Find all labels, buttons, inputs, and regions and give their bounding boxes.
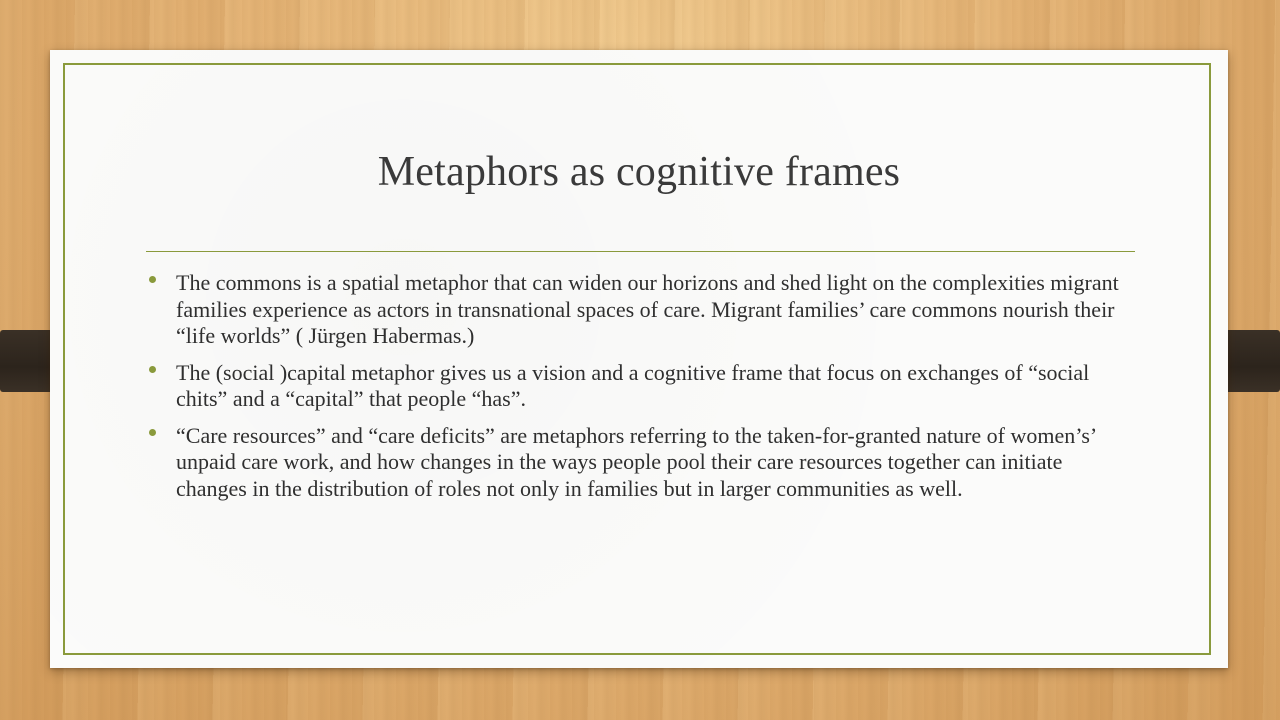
bullet-text: “Care resources” and “care deficits” are metaphors referring to the taken-for-granted nature of women’s’ unpaid care work, and how changes in the ways people pool their care resources together can initiate changes in the distribution of roles not only in families but in larger communities as well.: [176, 422, 1096, 501]
bullet-text: The (social )capital metaphor gives us a vision and a cognitive frame that focus on exchanges of “social chits” and a “capital” that people “has”.: [176, 359, 1090, 411]
title-divider: [146, 251, 1135, 252]
bullet-text: The commons is a spatial metaphor that can widen our horizons and shed light on the complexities migrant families experience as actors in transnational spaces of care. Migrant families’ care commons nourish their “life worlds” ( Jürgen Habermas.): [176, 270, 1119, 348]
slide-paper: [50, 50, 1228, 668]
bullet-dot-icon: [149, 429, 156, 436]
bullet-item: [176, 423, 1126, 503]
slide-title: Metaphors as cognitive frames: [377, 149, 901, 195]
bullet-dot-icon: [149, 366, 156, 373]
bullet-dot-icon: [149, 276, 156, 283]
bullet-item: [176, 360, 1126, 413]
bullet-list: [176, 270, 1126, 512]
bullet-item: [176, 270, 1126, 350]
